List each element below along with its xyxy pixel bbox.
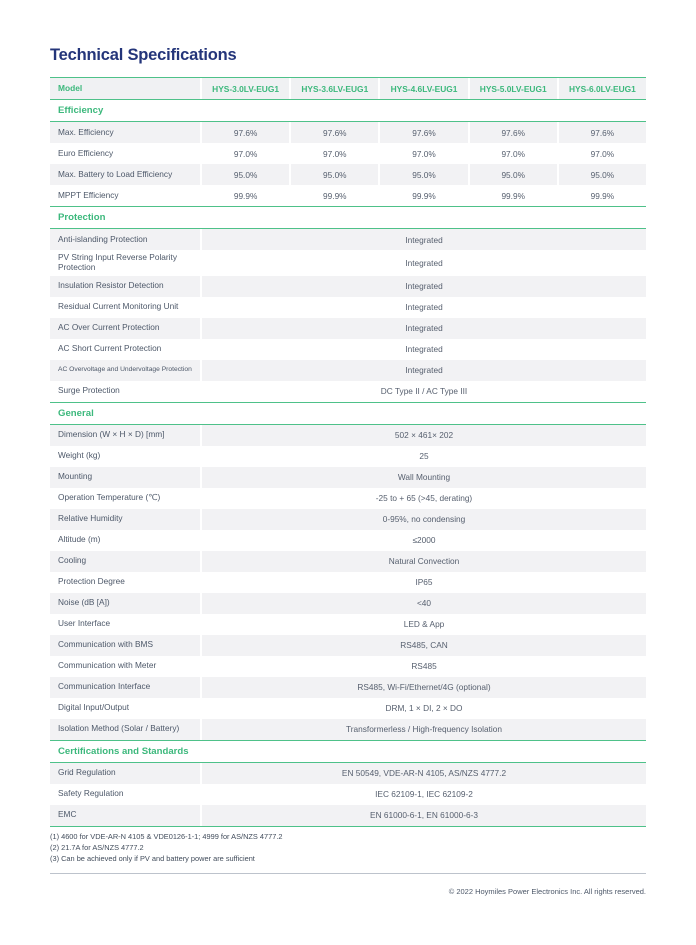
row-value: 99.9% (501, 190, 525, 201)
row-label: Altitude (m) (58, 534, 101, 545)
row-value-merged: IEC 62109-1, IEC 62109-2 (375, 789, 473, 800)
row-label: Digital Input/Output (58, 702, 130, 713)
row-value: 95.0% (380, 164, 467, 185)
row-value: 99.9% (590, 190, 615, 201)
footnote: (1) 4600 for VDE-AR-N 4105 & VDE0126-1-1; 4999 for AS/NZS 4777.2 (50, 831, 283, 841)
row-label: Cooling (50, 551, 200, 572)
row-label: Surge Protection (58, 385, 120, 396)
section-header-general: General (50, 403, 646, 425)
row-value-merged: Integrated (202, 229, 646, 250)
model-column-header: HYS-3.0LV-EUG1 (202, 78, 289, 99)
table-row (50, 425, 646, 446)
row-value: 95.0% (470, 164, 557, 185)
row-value-merged: 502 × 461× 202 (202, 425, 646, 446)
row-value: 97.0% (323, 148, 347, 159)
model-header-cell: Model (50, 78, 200, 99)
row-value-merged: <40 (202, 593, 646, 614)
row-label: PV String Input Reverse Polarity Protection (58, 252, 177, 272)
row-label: Protection Degree (58, 576, 125, 587)
row-value-merged: Integrated (405, 257, 443, 268)
row-value-merged: -25 to + 65 (>45, derating) (375, 493, 473, 504)
row-label: User Interface (58, 618, 111, 629)
table-row (50, 297, 646, 318)
table-row (50, 229, 646, 250)
row-label: Communication with BMS (50, 635, 200, 656)
row-value: 95.0% (291, 164, 378, 185)
table-row (50, 122, 646, 143)
copyright: © 2022 Hoymiles Power Electronics Inc. All rights reserved. (448, 887, 646, 897)
section-certifications-and-standards (50, 741, 646, 827)
table-row (50, 164, 646, 185)
row-value-merged: DC Type II / AC Type III (380, 386, 468, 397)
row-label: Weight (kg) (58, 450, 101, 461)
row-value-merged: Wall Mounting (202, 467, 646, 488)
table-row (50, 656, 646, 677)
table-row (50, 446, 646, 467)
section-header-protection: Protection (50, 207, 646, 229)
row-label: AC Short Current Protection (58, 343, 162, 354)
row-value: 97.6% (559, 122, 646, 143)
row-label: Isolation Method (Solar / Battery) (50, 719, 200, 740)
row-value-merged: Natural Convection (202, 551, 646, 572)
row-value-merged: LED & App (403, 619, 445, 630)
row-label: Safety Regulation (58, 788, 124, 799)
row-label: Residual Current Monitoring Unit (58, 301, 179, 312)
row-label: Operation Temperature (℃) (58, 492, 161, 503)
row-value: 97.0% (501, 148, 525, 159)
section-header-certifications-and-standards: Certifications and Standards (50, 741, 646, 763)
footnote: (3) Can be achieved only if PV and battery power are sufficient (50, 854, 255, 864)
row-label: Insulation Resistor Detection (50, 276, 200, 297)
section-general (50, 403, 646, 741)
section-efficiency (50, 100, 646, 207)
row-value-merged: EN 61000-6-1, EN 61000-6-3 (202, 805, 646, 826)
table-row (50, 509, 646, 530)
row-value-merged: Integrated (202, 318, 646, 339)
section-protection (50, 207, 646, 403)
page-title: Technical Specifications (50, 46, 237, 64)
table-row (50, 698, 646, 719)
row-value-merged: Integrated (405, 344, 443, 355)
footer-divider (50, 873, 646, 874)
row-label: Relative Humidity (50, 509, 200, 530)
row-label: Communication Interface (50, 677, 200, 698)
row-value-merged: RS485, Wi-Fi/Ethernet/4G (optional) (202, 677, 646, 698)
model-columns (202, 78, 646, 99)
row-values (202, 185, 646, 206)
model-column-header: HYS-6.0LV-EUG1 (559, 78, 646, 99)
row-value-merged: DRM, 1 × DI, 2 × DO (385, 703, 463, 714)
row-values (202, 164, 646, 185)
row-value-merged: Integrated (202, 360, 646, 381)
table-row (50, 250, 646, 276)
row-value: 97.6% (202, 122, 289, 143)
table-row (50, 467, 646, 488)
row-value: 95.0% (559, 164, 646, 185)
row-label: Max. Battery to Load Efficiency (50, 164, 200, 185)
table-row (50, 360, 646, 381)
table-row (50, 551, 646, 572)
row-value: 97.6% (470, 122, 557, 143)
table-row (50, 784, 646, 805)
row-label: EMC (50, 805, 200, 826)
row-label: Anti-islanding Protection (50, 229, 200, 250)
row-label: Euro Efficiency (58, 147, 114, 158)
row-value: 97.0% (590, 148, 615, 159)
row-values (202, 143, 646, 164)
row-value-merged: RS485, CAN (202, 635, 646, 656)
row-label: Dimension (W × H × D) [mm] (50, 425, 200, 446)
row-value-merged: Integrated (405, 302, 443, 313)
table-row (50, 339, 646, 360)
row-value: 97.6% (380, 122, 467, 143)
row-value: 95.0% (202, 164, 289, 185)
model-column-header: HYS-5.0LV-EUG1 (470, 78, 557, 99)
row-value-merged: ≤2000 (412, 535, 436, 546)
table-row (50, 635, 646, 656)
table-row (50, 276, 646, 297)
table-row (50, 614, 646, 635)
table-row (50, 318, 646, 339)
row-value-merged: 25 (419, 451, 429, 462)
spec-table (50, 77, 646, 827)
row-label: Grid Regulation (50, 763, 200, 784)
row-label: AC Over Current Protection (50, 318, 200, 339)
row-value: 97.0% (233, 148, 258, 159)
row-value-merged: 0-95%, no condensing (202, 509, 646, 530)
row-label: Mounting (50, 467, 200, 488)
table-sections (50, 100, 646, 827)
table-row (50, 593, 646, 614)
table-row (50, 677, 646, 698)
row-label: Noise (dB [A]) (50, 593, 200, 614)
row-value-merged: EN 50549, VDE-AR-N 4105, AS/NZS 4777.2 (202, 763, 646, 784)
table-row (50, 488, 646, 509)
row-value-merged: Transformerless / High-frequency Isolation (202, 719, 646, 740)
section-header-efficiency: Efficiency (50, 100, 646, 122)
row-value: 97.0% (412, 148, 436, 159)
model-column-header: HYS-3.6LV-EUG1 (291, 78, 378, 99)
row-value: 97.6% (291, 122, 378, 143)
table-header-row (50, 78, 646, 100)
table-row (50, 530, 646, 551)
table-row (50, 185, 646, 206)
row-value: 99.9% (233, 190, 258, 201)
table-row (50, 381, 646, 402)
model-column-header: HYS-4.6LV-EUG1 (380, 78, 467, 99)
table-row (50, 143, 646, 164)
row-value: 99.9% (412, 190, 436, 201)
row-values (202, 122, 646, 143)
table-row (50, 805, 646, 826)
row-label: Max. Efficiency (50, 122, 200, 143)
row-label: AC Overvoltage and Undervoltage Protection (50, 360, 200, 381)
row-label: Communication with Meter (58, 660, 157, 671)
table-row (50, 572, 646, 593)
footnote: (2) 21.7A for AS/NZS 4777.2 (50, 843, 144, 853)
row-value: 99.9% (323, 190, 347, 201)
table-row (50, 719, 646, 740)
table-row (50, 763, 646, 784)
row-value-merged: IP65 (415, 577, 433, 588)
row-label: MPPT Efficiency (58, 189, 119, 200)
row-value-merged: Integrated (202, 276, 646, 297)
row-value-merged: RS485 (411, 661, 437, 672)
footnotes (50, 831, 646, 864)
